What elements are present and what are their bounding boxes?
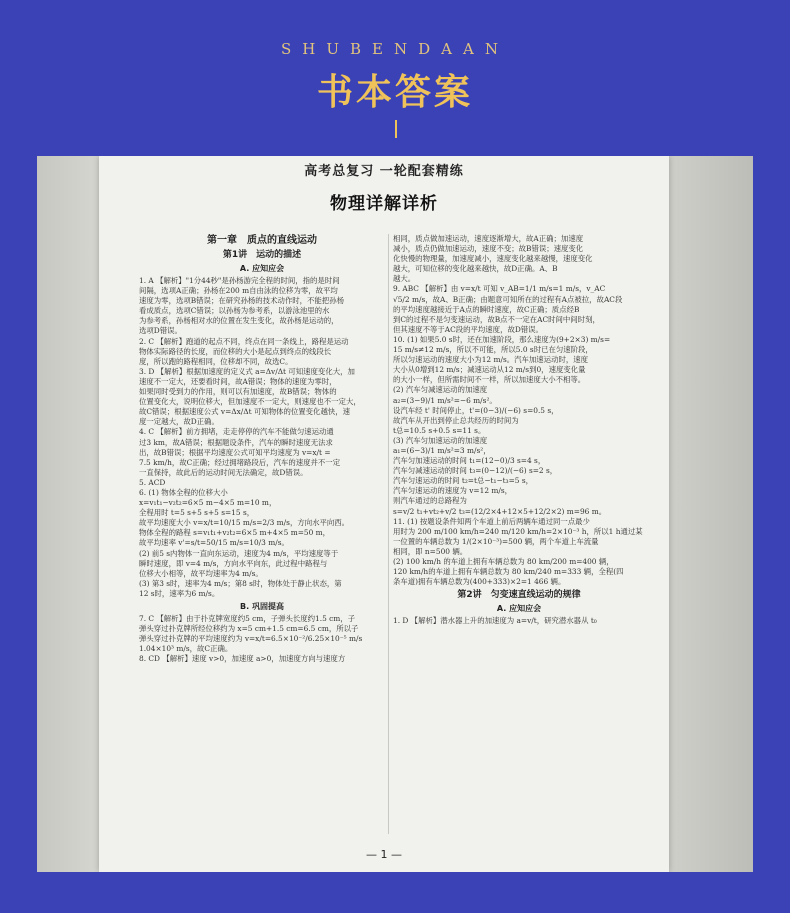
text-line: 所以匀速运动的速度大小为12 m/s。汽车加速运动时，速度	[393, 355, 589, 365]
text-line: 看成质点，选项C错误；以孙杨为参考系，以游泳池里的水	[139, 306, 330, 316]
text-line: 减小，质点仍做加速运动，速度不变；故B错误；速度变化	[393, 244, 584, 254]
text-line: (3) 第3 s时，速率为4 m/s；第8 s时，物体处于静止状态，第	[139, 578, 342, 588]
section-heading: B. 巩固提高	[240, 602, 284, 611]
text-line: 故汽车从开出到停止总共经历的时间为	[393, 415, 519, 425]
text-line: 一位置的车辆总数为 1/(2×10⁻³)=500 辆，两个车道上车流量	[393, 536, 599, 546]
text-line: 如果同时受到力的作用，则可以有加速度，故B错误；物体的	[139, 387, 337, 397]
text-line: 故C错误；根据速度公式 v=Δx/Δt 可知物体的位置变化越快，速	[139, 407, 351, 417]
text-line: t总=10.5 s+0.5 s=11 s。	[393, 425, 486, 435]
header-accent-line	[395, 120, 397, 138]
text-line: 3. D 【解析】根据加速度的定义式 a=Δv/Δt 可知速度变化大，加	[139, 366, 355, 376]
text-line: 的大小一样，但所需时间不一样，所以加速度大小不相等。	[393, 375, 586, 385]
text-line: 汽车匀速运动的时间 t₂=t总−t₁−t₃=5 s，	[393, 476, 534, 486]
lecture-heading: 第2讲 匀变速直线运动的规律	[457, 590, 581, 601]
book-photo	[37, 156, 753, 872]
text-line: 1. A 【解析】"1分44秒"是孙杨游完全程的时间，指的是时间	[139, 276, 340, 285]
text-line: a₁=(6−3)/1 m/s²=3 m/s²，	[393, 445, 491, 455]
right-column	[393, 234, 645, 626]
text-line: 弹头穿过扑克牌所经位移约为 x=5 cm+1.5 cm=6.5 cm，所以子	[139, 624, 359, 634]
text-line: (2) 前5 s内物体一直向东运动，速度为4 m/s，平均速度等于	[139, 548, 339, 558]
text-line: (2) 汽车匀减速运动的加速度	[393, 385, 488, 395]
adjacent-page-right	[669, 156, 753, 872]
text-line: 为参考系，孙杨相对水的位置在发生变化，故孙杨是运动的，	[139, 316, 339, 326]
text-line: 11. (1) 按题设条件知两个车道上前后两辆车通过同一点最少	[393, 516, 590, 526]
text-line: 速度为零，选项B错误；在研究孙杨的技术动作时，不能把孙杨	[139, 296, 344, 306]
adjacent-page-left	[37, 156, 99, 872]
text-line: 汽车匀减速运动的时间 t₃=(0−12)/(−6) s=2 s，	[393, 466, 558, 476]
text-line: 出，故B错误；根据平均速度公式可知平均速度为 v=x/t =	[139, 447, 331, 457]
text-line: 选项D错误。	[139, 326, 182, 336]
text-line: 汽车匀速运动的速度为 v=12 m/s，	[393, 486, 513, 496]
text-line: 15 m/s≠12 m/s，所以不可能，所以5.0 s时已在匀速阶段，	[393, 345, 593, 355]
text-line: 物体全程的路程 s=v₁t₁+v₂t₂=6×5 m+4×5 m=50 m，	[139, 528, 331, 538]
text-line: 到C的过程不是匀变速运动，故B点不一定在AC时间中间时刻，	[393, 314, 600, 324]
text-line: 故平均速率 v'=s/t=50/15 m/s=10/3 m/s。	[139, 538, 289, 548]
header-chinese-title: 书本答案	[316, 72, 473, 113]
text-line: 相同，质点做加速运动，速度逐渐增大，故A正确；加速度	[393, 234, 584, 243]
text-line: 设汽车经 t' 时间停止，t'=(0−3)/(−6) s=0.5 s，	[393, 405, 559, 415]
header-english-title: SHUBENDAAN	[281, 40, 509, 58]
page-subtitle: 物理详解详析	[330, 194, 438, 214]
text-line: (3) 汽车匀加速运动的加速度	[393, 435, 488, 445]
text-line: 全程用时 t=5 s+5 s+5 s=15 s，	[139, 508, 255, 518]
text-line: 间隔，选项A正确；孙杨在200 m自由泳的位移为零，故平均	[139, 286, 338, 296]
answer-page	[99, 156, 669, 872]
text-line: 位置变化大，说明位移大，但加速度不一定大，则速度也不一定大，	[139, 397, 361, 407]
text-line: s=v/2 t₁+vt₂+v/2 t₃=(12/2×4+12×5+12/2×2) m=96 m。	[393, 506, 607, 516]
text-line: 6. (1) 物体全程的位移大小	[139, 487, 228, 497]
text-line: √5/2 m/s，故A、B正确；由题意可知所在的过程有A点被拉，故AC段	[393, 294, 623, 304]
text-line: 9. ABC 【解析】由 v=x/t 可知 v_AB=1/1 m/s=1 m/s，v_AC	[393, 284, 606, 294]
text-line: 位移大小相等，故平均速率为4 m/s。	[139, 568, 263, 578]
text-line: 的平均速度越接近于A点的瞬时速度，故C正确；质点经B	[393, 304, 580, 314]
section-heading: A. 应知应会	[496, 604, 542, 614]
left-column	[139, 234, 385, 664]
text-line: a₂=(3−9)/1 m/s²=−6 m/s²。	[393, 395, 497, 405]
text-line: 条车道)拥有车辆总数为(400+333)×2=1 466 辆。	[393, 577, 566, 587]
text-line: x=v₁t₁−v₂t₂=6×5 m−4×5 m=10 m，	[139, 498, 277, 508]
text-line: 10. (1) 如果5.0 s时，还在加速阶段，那么速度为(9+2×3) m/s=	[393, 334, 611, 344]
text-line: 度一定越大，故D正确。	[139, 417, 219, 427]
text-line: 1. D 【解析】潜水器上升的加速度为 a=v/t，研究潜水器从 t₀	[393, 616, 597, 626]
text-line: 4. C 【解析】前方拥堵，走走停停的汽车不能做匀速运动通	[139, 427, 334, 437]
text-line: 2. C 【解析】跑道的起点不同，终点在同一条线上，路程是运动	[139, 336, 349, 346]
text-line: 大小从0增到12 m/s；减速运动从12 m/s到0，速度变化量	[393, 365, 586, 375]
text-line: 故平均速度大小 v=x/t=10/15 m/s=2/3 m/s，方向水平向西。	[139, 518, 350, 528]
chapter-heading: 第一章 质点的直线运动	[207, 235, 317, 246]
text-line: 化快慢的物理量，加速度减小，速度变化越来越慢，速度变化	[393, 254, 593, 264]
text-line: 越大。	[393, 274, 416, 284]
text-line: 用时为 200 m/100 km/h=240 m/120 km/h=2×10⁻³ h，所以1 h通过某	[393, 526, 643, 536]
text-line: 8. CD 【解析】速度 v>0，加速度 a>0，加速度方向与速度方	[139, 654, 346, 664]
text-line: 5. ACD	[139, 477, 166, 487]
text-line: 120 km/h的车道上拥有车辆总数为 80 km/240 m=333 辆，全程(四	[393, 567, 624, 577]
text-line: 一直保持，故此后的运动时间无法确定，故D错误。	[139, 467, 308, 477]
text-line: (2) 100 km/h 的车道上拥有车辆总数为 80 km/200 m=400 辆，	[393, 557, 614, 566]
text-line: 汽车匀加速运动的时间 t₁=(12−0)/3 s=4 s，	[393, 456, 546, 466]
text-line: 1.04×10³ m/s，故C正确。	[139, 644, 233, 654]
page-number: — 1 —	[366, 848, 402, 861]
text-line: 越大，可知位移的变化越来越快，故D正确。A、B	[393, 264, 558, 274]
section-heading: A. 应知应会	[239, 264, 285, 273]
text-line: 速度不一定大，还要看时间，故A错误；物体的速度为零时，	[139, 376, 337, 386]
text-line: 则汽车通过的总路程为	[393, 496, 467, 506]
text-line: 物体实际路径的长度，而位移的大小是起点到终点的线段长	[139, 346, 332, 356]
text-line: 但其速度不等于AC段的平均速度，故D错误。	[393, 324, 543, 334]
series-title: 高考总复习 一轮配套精练	[304, 164, 464, 179]
lecture-heading: 第1讲 运动的描述	[222, 250, 302, 260]
text-line: 过3 km，故A错误；根据题设条件，汽车的瞬时速度无法求	[139, 437, 333, 447]
column-divider	[388, 234, 389, 834]
text-line: 7. C 【解析】由于扑克牌宽度约5 cm，子弹头长度约1.5 cm，子	[139, 614, 356, 623]
text-line: 相同，即 n=500 辆。	[393, 546, 468, 556]
text-line: 弹头穿过扑克牌的平均速度约为 v=x/t=6.5×10⁻²/6.25×10⁻⁵ m/s	[139, 634, 363, 644]
text-line: 度，所以跑的路程相同，位移却不同，故选C。	[139, 356, 293, 366]
text-line: 瞬时速度，即 v=4 m/s，方向水平向东，此过程中路程与	[139, 558, 328, 568]
text-line: 7.5 km/h，故C正确；经过拥堵路段后，汽车的速度并不一定	[139, 457, 341, 467]
text-line: 12 s时，速率为6 m/s。	[139, 588, 220, 598]
